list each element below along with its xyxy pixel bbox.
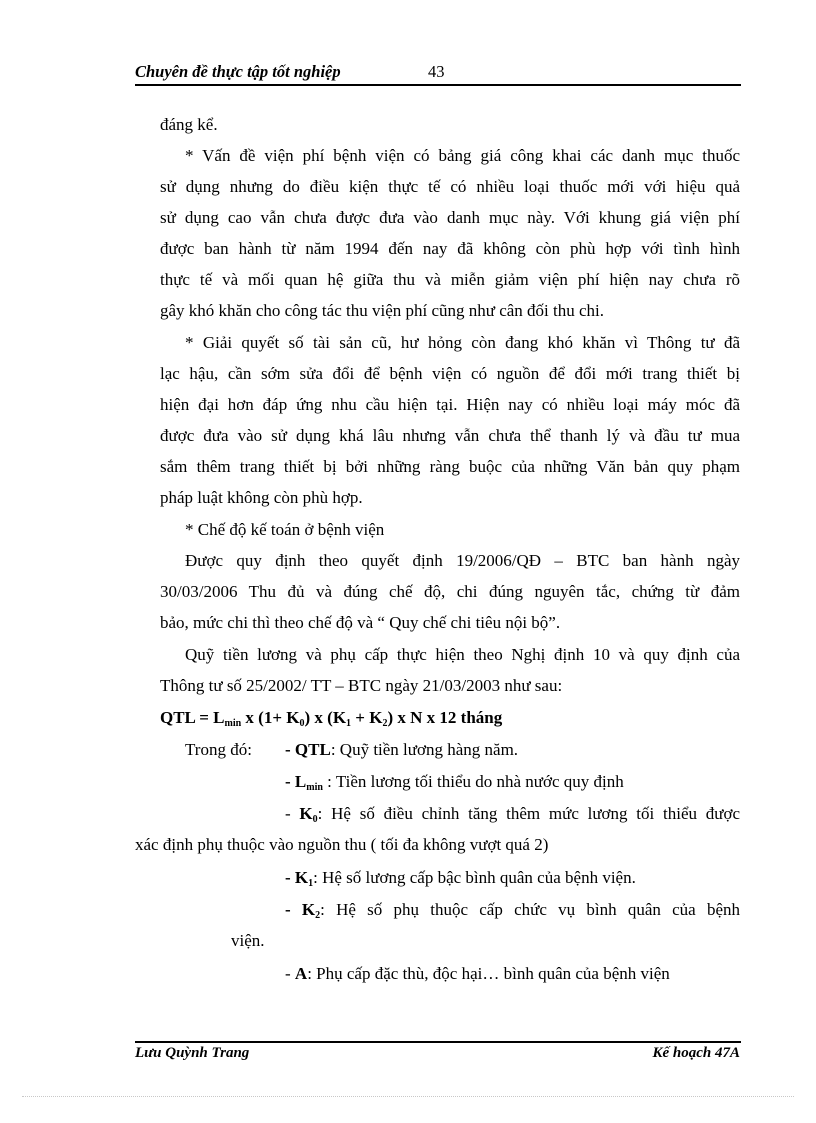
definition-k0: - $K_0$: Hệ số điều chỉnh tăng thêm mức lương tối thiểu được [285,804,740,825]
page-number: 43 [428,62,445,81]
paragraph-line: Được quy định theo quyết định 19/2006/QĐ – BTC ban hành ngày [185,551,740,570]
salary-formula: QTL = $L_{min}$ x $(1+ K_0)$ x $(K_1 + K_2)$ x N x 12 tháng [160,708,503,729]
paragraph-line: Thông tư số 25/2002/ TT – BTC ngày 21/03/2003 như sau: [160,676,563,695]
page-header [135,62,741,84]
paragraph-line: * Vấn đề viện phí bệnh viện có bảng giá công khai các danh mục thuốc [185,146,740,165]
definitions-intro: Trong đó: [185,740,252,759]
definition-k2: - $K_2$: Hệ số phụ thuộc cấp chức vụ bình quân của bệnh [285,900,740,921]
definition-a: - A: Phụ cấp đặc thù, độc hại… bình quân của bệnh viện [285,964,670,983]
definition-qtl: - QTL: Quỹ tiền lương hàng năm. [285,740,519,759]
footer-class: Kế hoạch 47A [652,1045,740,1061]
definition-lmin: - $L_{min}$ : Tiền lương tối thiểu do nhà nước quy định [285,772,624,793]
definition-k1: - $K_1$: Hệ số lương cấp bậc bình quân của bệnh viện. [285,868,636,889]
paragraph-line: pháp luật không còn phù hợp. [160,488,363,507]
definition-k0-continuation: xác định phụ thuộc vào nguồn thu ( tối đa không vượt quá 2) [135,835,549,854]
page-boundary-dots [22,1096,794,1097]
paragraph-line: sử dụng cao vẫn chưa được đưa vào danh mục này. Với khung giá viện phí [160,208,740,227]
header-title: Chuyên đề thực tập tốt nghiệp [135,62,341,81]
paragraph-line: sử dụng nhưng do điều kiện thực tế có nhiều loại thuốc mới với hiệu quả [160,177,740,196]
paragraph-line: Quỹ tiền lương và phụ cấp thực hiện theo Nghị định 10 và quy định của [185,645,740,664]
paragraph-line: đáng kể. [160,115,218,134]
paragraph-line: 30/03/2006 Thu đủ và đúng chế độ, chi đúng nguyên tắc, chứng từ đảm [160,582,740,601]
definition-k2-continuation: viện. [231,931,265,950]
paragraph-line: gây khó khăn cho công tác thu viện phí cũng như cân đối thu chi. [160,301,605,320]
paragraph-line: sắm thêm trang thiết bị bởi những ràng buộc của những Văn bản quy phạm [160,457,740,476]
paragraph-line: hiện đại hơn đáp ứng nhu cầu hiện tại. Hiện nay có nhiều loại máy móc đã [160,395,740,414]
paragraph-line: thực tế và mối quan hệ giữa thu và miễn giảm viện phí hiện nay chưa rõ [160,270,740,289]
section-heading: * Chế độ kế toán ở bệnh viện [185,520,385,539]
paragraph-line: * Giải quyết số tài sản cũ, hư hỏng còn đang khó khăn vì Thông tư đã [185,333,740,352]
footer-rule [135,1041,741,1043]
header-rule [135,84,741,86]
paragraph-line: lạc hậu, cần sớm sửa đổi để bệnh viện có nguồn để đổi mới trang thiết bị [160,364,740,383]
paragraph-line: được ban hành từ năm 1994 đến nay đã không còn phù hợp với tình hình [160,239,740,258]
paragraph-line: bảo, mức chi thì theo chế độ và “ Quy chế chi tiêu nội bộ”. [160,613,561,632]
footer-author: Lưu Quỳnh Trang [135,1045,250,1061]
paragraph-line: được đưa vào sử dụng khá lâu nhưng vẫn chưa thể thanh lý và đầu tư mua [160,426,740,445]
